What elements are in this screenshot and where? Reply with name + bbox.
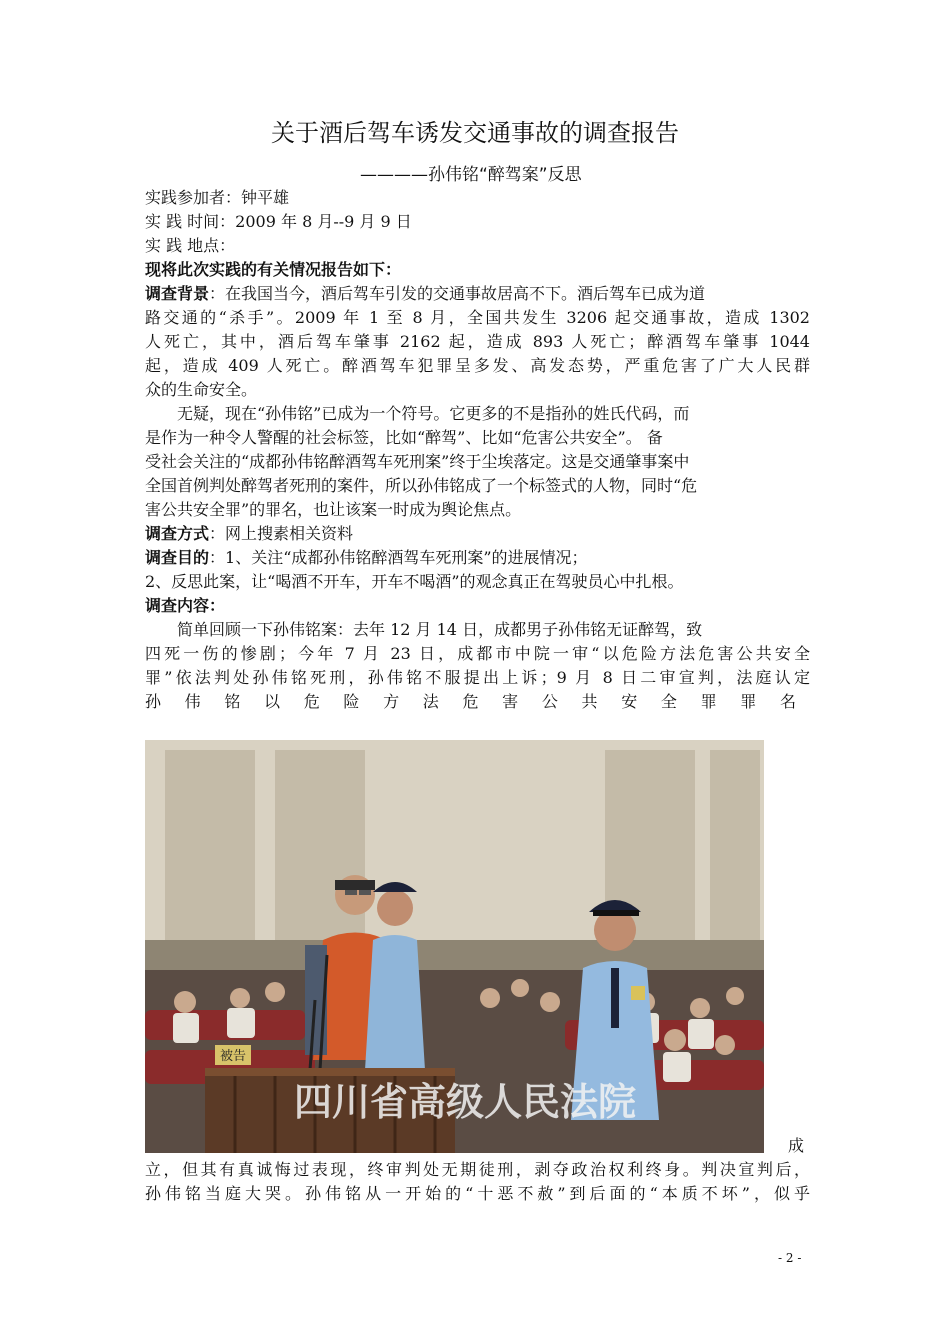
background-text: ：在我国当今，酒后驾车引发的交通事故居高不下。酒后驾车已成为道	[209, 284, 706, 303]
para2-line-1: 无疑，现在“孙伟铭”已成为一个符号。它更多的不是指孙的姓氏代码，而	[177, 404, 690, 423]
background-label: 调查背景	[145, 284, 210, 303]
background-line-5: 众的生命安全。	[145, 380, 258, 399]
content-label: 调查内容：	[145, 596, 226, 615]
para2-line-5: 害公共安全罪”的罪名，也让该案一时成为舆论焦点。	[145, 500, 522, 519]
method-label: 调查方式	[145, 524, 210, 543]
defendant-placard: 被告	[219, 1049, 247, 1064]
purpose-text: ：1、关注“成都孙伟铭醉酒驾车死刑案”的进展情况；	[209, 548, 588, 567]
place-line: 实 践 地点：	[145, 236, 236, 255]
para4-line-1: 立，但其有真诚悔过表现，终审判处无期徒刑，剥夺政治权利终身。判决宣判后，	[145, 1160, 810, 1179]
para2-line-3: 受社会关注的“成都孙伟铭醉酒驾车死刑案”终于尘埃落定。这是交通肇事案中	[145, 452, 690, 471]
para4-line-2: 孙伟铭当庭大哭。孙伟铭从一开始的“十恶不赦”到后面的“本质不坏”，似乎	[145, 1184, 810, 1203]
background-line-4: 起，造成 409 人死亡。醉酒驾车犯罪呈多发、高发态势，严重危害了广大人民群	[145, 356, 810, 375]
para3-line-4: 孙伟铭以危险方法危害公共安全罪罪名	[145, 692, 810, 711]
courtroom-photo	[145, 740, 764, 1153]
method-text: ：网上搜素相关资料	[209, 524, 354, 543]
purpose-line	[145, 546, 810, 570]
intro-line: 现将此次实践的有关情况报告如下：	[145, 260, 402, 279]
background-line-1	[145, 282, 810, 306]
time-line: 实 践 时间：2009 年 8 月--9 月 9 日	[145, 212, 412, 231]
para3-line-3: 罪”依法判处孙伟铭死刑，孙伟铭不服提出上诉；9 月 8 日二审宣判，法庭认定	[145, 668, 810, 687]
para3-line-1: 简单回顾一下孙伟铭案：去年 12 月 14 日，成都男子孙伟铭无证醉驾，致	[177, 620, 703, 639]
para2-line-2: 是作为一种令人警醒的社会标签，比如“醉驾”、比如“危害公共安全”。 备	[145, 428, 663, 447]
method-line	[145, 522, 810, 546]
purpose-label: 调查目的	[145, 548, 210, 567]
para3-line-2: 四死一伤的惨剧；今年 7 月 23 日，成都市中院一审“以危险方法危害公共安全	[145, 644, 810, 663]
participant-line: 实践参加者：钟平雄	[145, 188, 290, 207]
purpose-line-2: 2、反思此案，让“喝酒不开车，开车不喝酒”的观念真正在驾驶员心中扎根。	[145, 572, 684, 591]
photo-watermark: 四川省高级人民法院	[293, 1080, 637, 1124]
background-line-2: 路交通的“杀手”。2009 年 1 至 8 月，全国共发生 3206 起交通事故，造成 1302	[145, 308, 810, 327]
report-title: 关于酒后驾车诱发交通事故的调查报告	[271, 119, 679, 147]
para2-line-4: 全国首例判处醉驾者死刑的案件，所以孙伟铭成了一个标签式的人物，同时“危	[145, 476, 698, 495]
page-number: - 2 -	[778, 1251, 802, 1265]
wrapped-char: 成	[788, 1136, 805, 1155]
background-line-3: 人死亡，其中，酒后驾车肇事 2162 起，造成 893 人死亡；醉酒驾车肇事 1044	[145, 332, 810, 351]
report-subtitle: ————孙伟铭“醉驾案”反思	[360, 165, 582, 185]
